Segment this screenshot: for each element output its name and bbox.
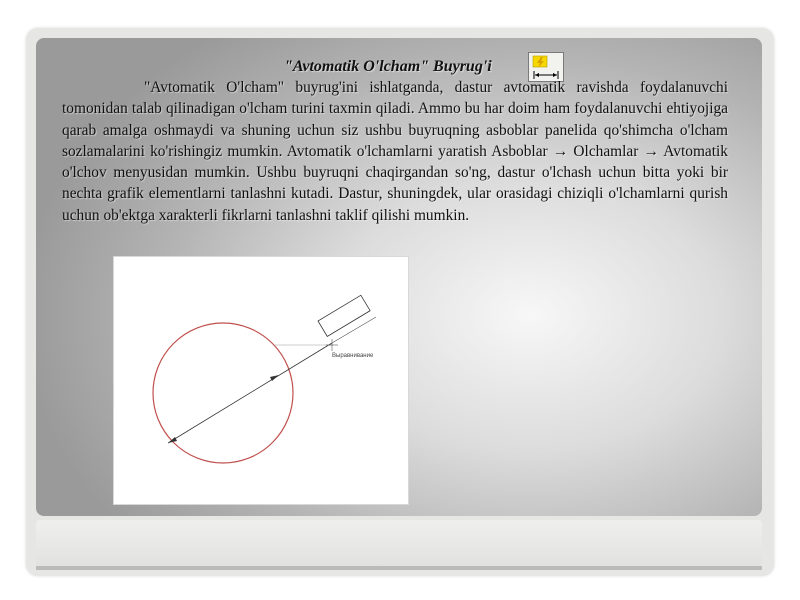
slide-title: "Avtomatik O'lcham" Buyrug'i	[284, 58, 492, 75]
figure-label: Выравнивание	[332, 353, 374, 359]
dimension-line	[168, 343, 332, 443]
slide-paragraph: "Avtomatik O'lcham" buyrug'ini ishlatganda, dastur avtomatik ravishda foydalanuvchi tomonidan talab qilinadigan o'lcham turini taxmin qiladi. Ammo bu har doim ham foydalanuvchi ehtiyojiga qarab amalga oshmaydi va shuning uchun siz ushbu buyruqning asboblar panelida qo'shimcha o'lcham sozlamalarini ko'rishingiz mumkin. Avtomatik o'lchamlarni yaratish Asboblar → Olchamlar → Avtomatik o'lchov menyusidan mumkin. Ushbu buyruqni chaqirgandan so'ng, dastur o'lchash uchun bitta yoki bir nechta grafik elementlarni tanlashni kutadi. Dastur, shuningdek, ular orasidagi chiziqli o'lchamlarni qurish uchun ob'ektga xarakterli fikrlarni tanlashni taklif qilishi mumkin.	[62, 79, 728, 224]
figure-circle	[153, 323, 293, 463]
slide-footer-band	[36, 520, 762, 566]
dimension-text-box	[318, 295, 370, 336]
slide-footer-shadow	[36, 566, 762, 570]
dimension-figure	[113, 256, 409, 505]
